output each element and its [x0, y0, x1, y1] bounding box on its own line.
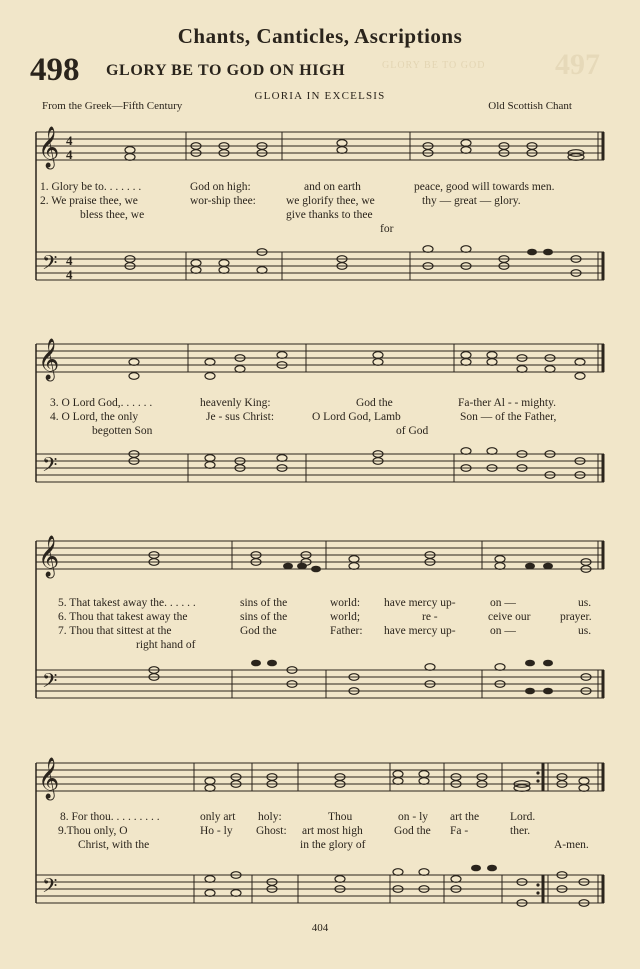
svg-text:𝄞: 𝄞: [38, 758, 60, 798]
lyric-cell: Ghost:: [256, 825, 287, 837]
text-credit: From the Greek—Fifth Century: [42, 100, 183, 112]
lyric-cell: Christ, with the: [78, 839, 150, 851]
lyric-cell: have mercy up-: [384, 597, 456, 609]
lyric-cell: for: [380, 223, 394, 235]
lyric-cell: 6. Thou that takest away the: [58, 611, 188, 623]
lyric-cell: heavenly King:: [200, 397, 271, 409]
lyric-cell: us.: [578, 625, 592, 637]
lyric-cell: 2. We praise thee, we: [40, 195, 138, 207]
lyric-cell: thy — great — glory.: [422, 195, 521, 207]
lyric-cell: peace, good will towards men.: [414, 181, 555, 193]
lyric-cell: art the: [450, 811, 480, 823]
lyric-cell: Je - sus Christ:: [206, 411, 275, 423]
lyric-cell: in the glory of: [300, 839, 366, 851]
lyric-cell: on - ly: [398, 811, 429, 823]
svg-text:𝄢: 𝄢: [42, 876, 58, 902]
lyric-cell: on —: [490, 625, 516, 637]
lyric-cell: God the: [356, 397, 393, 409]
lyric-cell: we glorify thee, we: [286, 195, 375, 207]
lyric-cell: sins of the: [240, 611, 288, 623]
lyric-cell: 7. Thou that sittest at the: [58, 625, 172, 637]
svg-text:4: 4: [66, 267, 73, 282]
lyric-cell: God on high:: [190, 181, 251, 193]
lyric-cell: Ho - ly: [200, 825, 233, 837]
bleed-through-hymn-number: 497: [555, 48, 600, 81]
svg-text:𝄢: 𝄢: [42, 671, 58, 697]
lyric-cell: bless thee, we: [80, 209, 145, 221]
svg-text:𝄞: 𝄞: [38, 339, 60, 379]
lyric-cell: 8. For thou. . . . . . . . .: [60, 811, 160, 823]
lyric-cell: have mercy up-: [384, 625, 456, 637]
lyric-cell: 3. O Lord God,. . . . . .: [50, 397, 153, 409]
lyric-cell: begotten Son: [92, 425, 153, 437]
lyric-cell: Thou: [328, 811, 353, 823]
lyric-cell: A-men.: [554, 839, 589, 851]
lyric-cell: 4. O Lord, the only: [50, 411, 139, 423]
lyric-cell: right hand of: [136, 639, 196, 651]
lyric-cell: prayer.: [560, 611, 592, 623]
lyric-cell: of God: [396, 425, 429, 437]
hymn-subtitle: GLORIA IN EXCELSIS: [254, 90, 386, 102]
lyric-cell: 9.Thou only, O: [58, 825, 128, 837]
lyric-cell: sins of the: [240, 597, 288, 609]
bleed-through-title: GLORY BE TO GOD: [382, 60, 486, 71]
lyric-cell: Lord.: [510, 811, 536, 823]
lyric-cell: O Lord God, Lamb: [312, 411, 401, 423]
lyric-cell: re -: [422, 611, 438, 623]
lyric-cell: Son — of the Father,: [460, 411, 557, 423]
lyric-cell: give thanks to thee: [286, 209, 373, 221]
lyric-cell: Fa-ther Al - - mighty.: [458, 397, 556, 409]
tune-credit: Old Scottish Chant: [488, 100, 572, 112]
hymn-number: 498: [30, 52, 80, 88]
lyric-cell: art most high: [302, 825, 363, 837]
hymn-title: GLORY BE TO GOD ON HIGH: [106, 62, 346, 79]
lyric-cell: 5. That takest away the. . . . . .: [58, 597, 196, 609]
lyric-cell: us.: [578, 597, 592, 609]
lyric-cell: world:: [330, 597, 361, 609]
lyric-cell: God the: [240, 625, 277, 637]
lyric-cell: on —: [490, 597, 516, 609]
svg-text:4: 4: [66, 133, 73, 148]
svg-text:4: 4: [66, 147, 73, 162]
lyric-cell: Father:: [330, 625, 363, 637]
svg-text:𝄞: 𝄞: [38, 536, 60, 576]
svg-text:𝄞: 𝄞: [38, 127, 60, 167]
section-title: Chants, Canticles, Ascriptions: [177, 24, 463, 48]
svg-text:𝄢: 𝄢: [42, 253, 58, 279]
svg-text:4: 4: [66, 253, 73, 268]
lyric-cell: wor-ship thee:: [190, 195, 256, 207]
lyric-cell: and on earth: [304, 181, 361, 193]
lyric-cell: 1. Glory be to. . . . . . .: [40, 181, 142, 193]
svg-text:𝄢: 𝄢: [42, 455, 58, 481]
lyric-cell: ther.: [510, 825, 531, 837]
lyric-cell: ceive our: [488, 611, 531, 623]
lyric-cell: holy:: [258, 811, 282, 823]
lyric-cell: God the: [394, 825, 431, 837]
lyric-cell: world;: [330, 611, 361, 623]
page-number: 404: [311, 922, 329, 934]
lyric-cell: Fa -: [450, 825, 469, 837]
lyric-cell: only art: [200, 811, 236, 823]
